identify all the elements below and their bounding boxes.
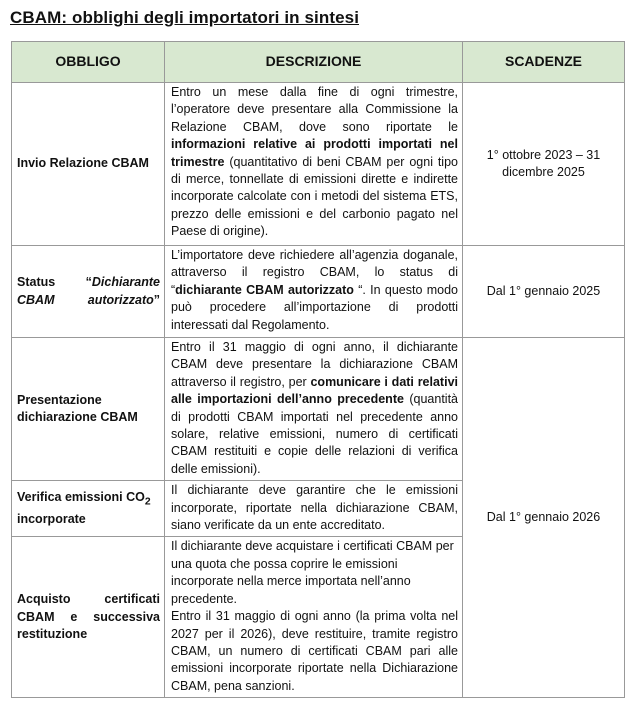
descrizione-cell: [165, 83, 463, 246]
descrizione-cell: [165, 246, 463, 338]
obbligo-cell: [12, 481, 165, 537]
obbligo-italic-text: Dichiarante CBAM autorizzato: [17, 275, 160, 307]
header-scadenze: SCADENZE: [463, 42, 625, 83]
obbligo-cell: [12, 246, 165, 338]
descrizione-cell: [165, 481, 463, 537]
scadenza-cell: Dal 1° gennaio 2026: [463, 338, 625, 698]
scadenza-cell: Dal 1° gennaio 2025: [463, 246, 625, 338]
obbligo-cell: Acquisto certificati CBAM e successiva restituzione: [12, 537, 165, 698]
obbligo-text: Verifica emissioni CO: [17, 490, 145, 505]
descrizione-cell: [165, 338, 463, 481]
desc-paragraph: Il dichiarante deve acquistare i certificati CBAM per una quota che possa coprire le emissioni incorporate nella merce importata nell’anno precedente.: [171, 539, 454, 606]
table-row: [12, 83, 625, 246]
obbligo-subscript: 2: [144, 496, 151, 508]
desc-text: Il dichiarante deve garantire che le emissioni incorporate, riportate nella dichiarazione CBAM, siano verificate da un ente accreditato.: [171, 483, 458, 533]
desc-bold-text: comunicare i dati relativi alle importazioni dell’anno precedente: [171, 374, 458, 407]
desc-text: “. In questo modo può procedere all’importazione di prodotti interessati dal Regolamento.: [171, 282, 458, 332]
desc-bold-text: informazioni relative ai prodotti importati nel trimestre: [171, 137, 458, 169]
desc-paragraph: Entro il 31 maggio di ogni anno (la prima volta nel 2027 per il 2026), deve restituire, tramite registro CBAM, un numero di certificati CBAM pari alle emissioni incorporate riportate nella Dichiarazione CBAM, pena sanzioni.: [171, 609, 458, 693]
desc-text: (quantitativo di beni CBAM per ogni tipo di merce, tonnellate di emissioni dirette e indirette incorporate calcolate con i metodi del sistema ETS, prezzo delle emissioni e del carbonio pagato nel Paese di origine).: [171, 154, 458, 239]
desc-text: (quantità di prodotti CBAM importati nel precedente anno solare, relative emissioni, numero di certificati CBAM restituiti e copie delle relazioni di verifica delle emissioni).: [171, 392, 458, 476]
desc-bold-text: dichiarante CBAM autorizzato: [175, 282, 354, 297]
header-obbligo: OBBLIGO: [12, 42, 165, 83]
obbligo-text: Status “: [17, 275, 92, 290]
desc-text: L’importatore deve richiedere all’agenzia doganale, attraverso il registro CBAM, lo status di “: [171, 248, 458, 297]
obbligo-text: ”: [153, 292, 160, 307]
table-row: [12, 246, 625, 338]
descrizione-cell: [165, 537, 463, 698]
table-row: [12, 338, 625, 481]
obbligo-cell: Presentazione dichiarazione CBAM: [12, 338, 165, 481]
page-title: CBAM: obblighi degli importatori in sintesi: [10, 8, 360, 27]
obligations-table: [11, 41, 625, 698]
header-descrizione: DESCRIZIONE: [165, 42, 463, 83]
desc-text: Entro il 31 maggio di ogni anno, il dichiarante CBAM deve presentare la dichiarazione CBAM attraverso il registro, per: [171, 340, 458, 389]
obbligo-cell: Invio Relazione CBAM: [12, 83, 165, 246]
scadenza-cell: 1° ottobre 2023 – 31 dicembre 2025: [463, 83, 625, 246]
table-header-row: [12, 42, 625, 83]
desc-text: Entro un mese dalla fine di ogni trimestre, l’operatore deve presentare alla Commissione la Relazione CBAM, dove sono riportate le: [171, 85, 458, 134]
obbligo-text: incorporate: [17, 512, 86, 527]
